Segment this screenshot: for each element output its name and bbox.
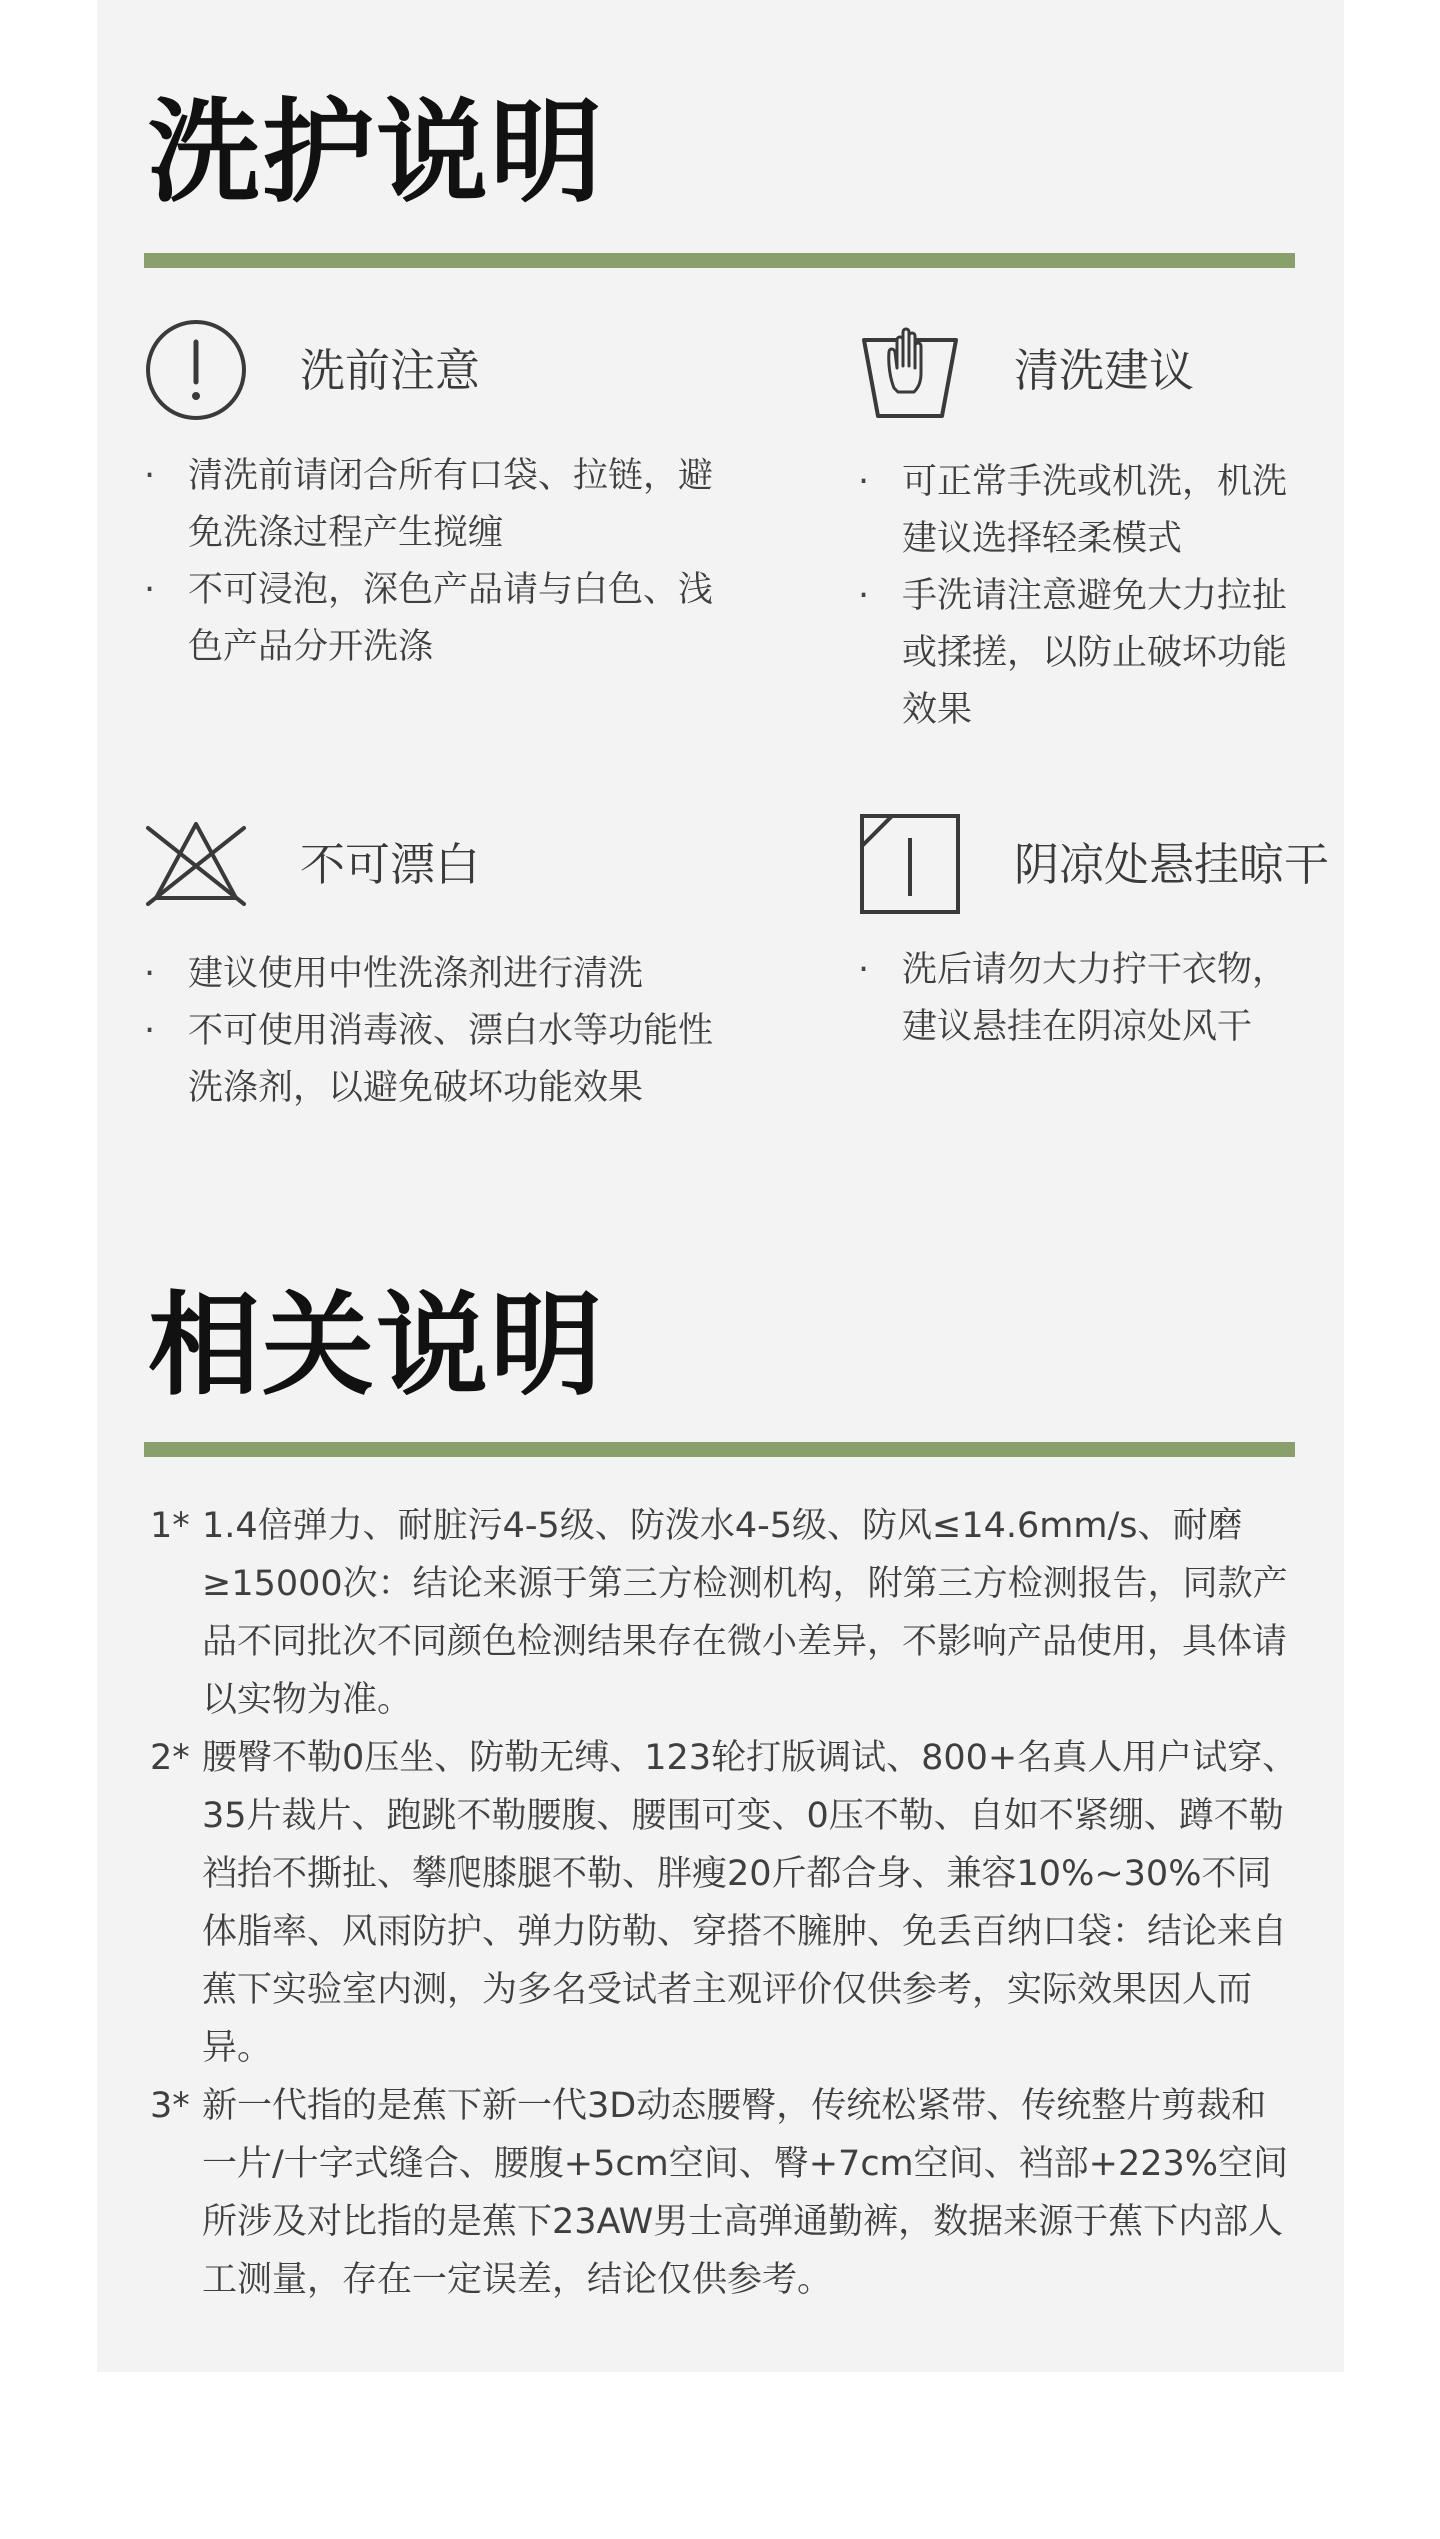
notes-list — [150, 1497, 1300, 2309]
card-title: 洗前注意 — [300, 344, 481, 397]
card-title: 阴凉处悬挂晾干 — [1014, 838, 1330, 891]
care-heading: 洗护说明 — [148, 88, 604, 218]
list-item: · 手洗请注意避免大力拉扯或揉搓，以防止破坏功能效果 — [858, 568, 1308, 739]
card-list — [144, 946, 744, 1117]
card-drip-dry — [858, 812, 1338, 1072]
note-item — [150, 1497, 1300, 1729]
no-bleach-icon — [144, 812, 248, 916]
note-number: 3* — [150, 2086, 190, 2126]
note-item — [150, 2077, 1300, 2309]
notes-heading-rule — [144, 1442, 1295, 1457]
card-title: 清洗建议 — [1014, 344, 1195, 397]
hand-wash-icon — [858, 318, 962, 422]
card-list — [858, 942, 1308, 1056]
note-text: 1.4倍弹力、耐脏污4-5级、防泼水4-5级、防风≤14.6mm/s、耐磨≥15000次：结论来源于第三方检测机构，附第三方检测报告，同款产品不同批次不同颜色检测结果存在微小差异，不影响产品使用，具体请以实物为准。 — [202, 1506, 1288, 1720]
note-text: 腰臀不勒0压坐、防勒无缚、123轮打版调试、800+名真人用户试穿、35片裁片、跑跳不勒腰腹、腰围可变、0压不勒、自如不紧绷、蹲不勒裆抬不撕扯、攀爬膝腿不勒、胖瘦20斤都合身、兼容10%~30%不同体脂率、风雨防护、弹力防勒、穿搭不臃肿、免丢百纳口袋：结论来自蕉下实验室内测，为多名受试者主观评价仅供参考，实际效果因人而异。 — [202, 1738, 1298, 2068]
list-item: · 不可使用消毒液、漂白水等功能性洗涤剂，以避免破坏功能效果 — [144, 1003, 744, 1117]
exclamation-circle-icon — [144, 318, 248, 422]
list-item: · 建议使用中性洗涤剂进行清洗 — [144, 946, 744, 1003]
card-title: 不可漂白 — [300, 838, 481, 891]
note-number: 2* — [150, 1738, 190, 1778]
note-number: 1* — [150, 1506, 190, 1546]
list-item: · 不可浸泡，深色产品请与白色、浅色产品分开洗涤 — [144, 562, 744, 676]
list-item: · 清洗前请闭合所有口袋、拉链，避免洗涤过程产生搅缠 — [144, 448, 744, 562]
note-text: 新一代指的是蕉下新一代3D动态腰臀，传统松紧带、传统整片剪裁和一片/十字式缝合、腰腹+5cm空间、臀+7cm空间、裆部+223%空间所涉及对比指的是蕉下23AW男士高弹通勤裤，数据来源于蕉下内部人工测量，存在一定误差，结论仅供参考。 — [202, 2086, 1289, 2300]
drip-dry-shade-icon — [858, 812, 962, 916]
notes-heading: 相关说明 — [148, 1281, 604, 1411]
card-no-bleach — [144, 812, 744, 1112]
card-list — [858, 454, 1308, 739]
list-item: · 可正常手洗或机洗，机洗建议选择轻柔模式 — [858, 454, 1308, 568]
card-wash-advice — [858, 318, 1308, 738]
card-pre-wash — [144, 318, 744, 678]
note-item — [150, 1729, 1300, 2077]
care-heading-rule — [144, 253, 1295, 268]
card-list — [144, 448, 744, 676]
list-item: · 洗后请勿大力拧干衣物，建议悬挂在阴凉处风干 — [858, 942, 1308, 1056]
